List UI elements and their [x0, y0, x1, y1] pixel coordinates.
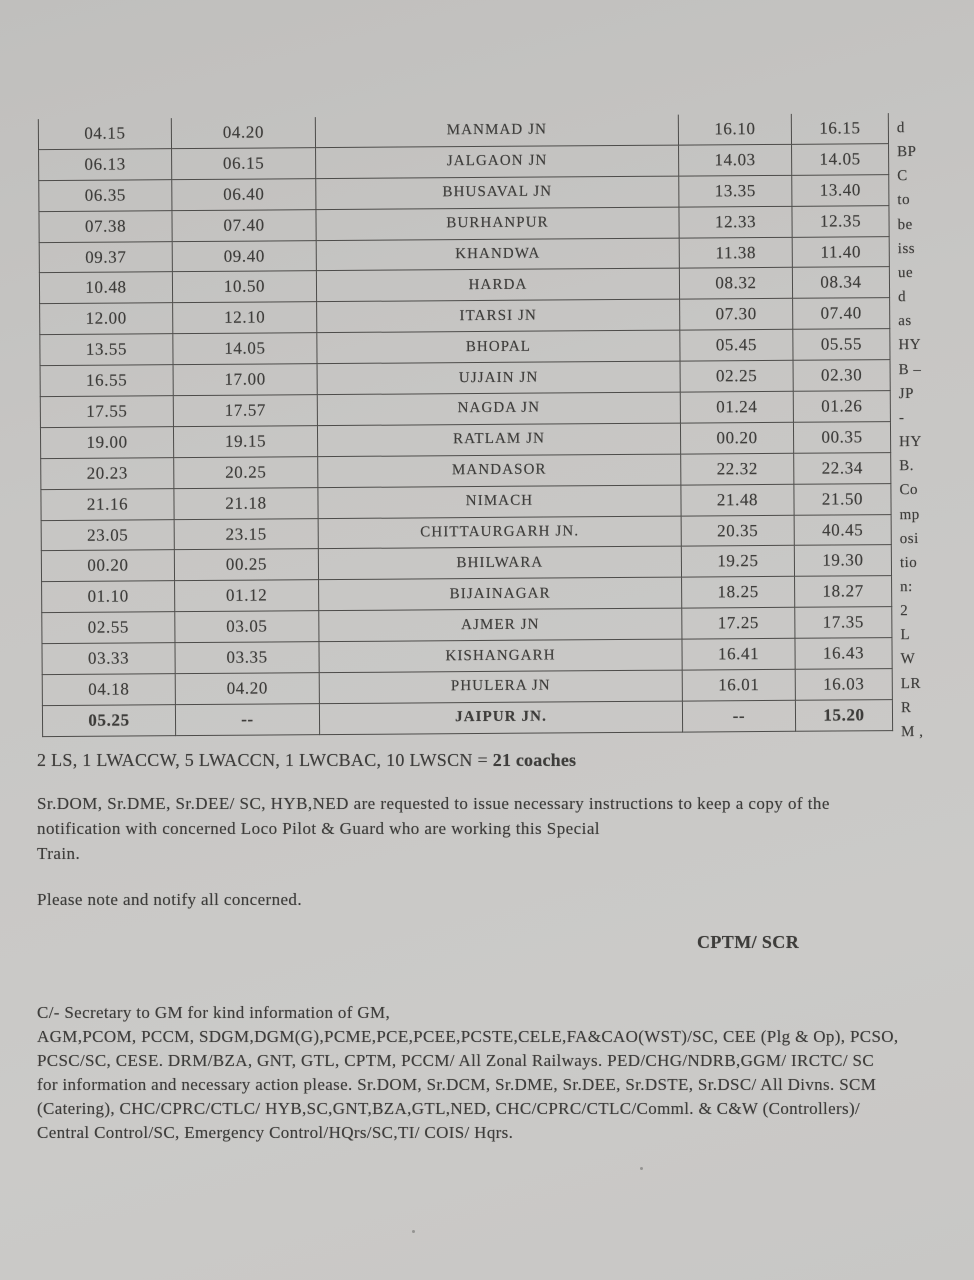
cell-time: 23.05: [41, 519, 174, 551]
cell-time: 17.35: [795, 607, 892, 639]
cell-time: 05.55: [793, 329, 890, 361]
cell-time: 17.25: [682, 608, 795, 640]
timetable-body: [38, 113, 892, 736]
margin-note-line: HY: [899, 433, 922, 451]
cell-time: 23.15: [174, 518, 318, 550]
cell-time: 20.25: [174, 456, 318, 488]
cell-time: 21.50: [794, 483, 891, 515]
margin-note-line: L: [900, 627, 911, 644]
margin-note-line: W: [900, 651, 916, 668]
cell-station-name: NIMACH: [318, 485, 681, 518]
cell-time: 06.13: [39, 149, 172, 181]
margin-note-line: M ,: [901, 723, 924, 740]
instruction-line: notification with concerned Loco Pilot & Guard who are working this Special: [37, 818, 600, 838]
cell-time: 16.01: [682, 669, 795, 701]
cell-station-name: BIJAINAGAR: [319, 577, 682, 610]
cell-time: 16.10: [678, 114, 791, 145]
cell-time: 02.25: [680, 360, 793, 392]
cell-time: 01.24: [680, 391, 793, 423]
margin-note-line: B.: [899, 458, 915, 475]
cell-time: 12.33: [679, 206, 792, 238]
cell-time: 19.15: [173, 426, 317, 458]
margin-note-line: to: [897, 192, 911, 209]
cell-station-name: ITARSI JN: [317, 299, 680, 332]
margin-note-line: be: [897, 216, 913, 233]
margin-note-line: n:: [900, 578, 913, 596]
cell-time: 05.45: [680, 330, 793, 362]
cell-time: 13.40: [792, 174, 889, 206]
cc-line: Central Control/SC, Emergency Control/HQrs/SC,TI/ COIS/ Hqrs.: [37, 1123, 514, 1142]
table-row: [42, 700, 892, 737]
cell-time: 05.25: [42, 705, 175, 737]
cell-time: 12.35: [792, 205, 889, 237]
margin-note-line: JP: [898, 385, 915, 402]
cell-station-name: MANMAD JN: [315, 115, 678, 148]
cell-station-name: PHULERA JN: [319, 670, 682, 703]
cell-time: 03.33: [42, 643, 175, 675]
cell-station-name: BURHANPUR: [316, 207, 679, 240]
margin-note-line: osi: [899, 530, 919, 547]
cell-time: 18.25: [682, 577, 795, 609]
right-margin-note: [897, 116, 973, 745]
signature-cptm-scr: CPTM/ SCR: [697, 932, 800, 952]
cell-time: 15.20: [795, 700, 892, 732]
margin-note-line: LR: [900, 675, 922, 692]
train-timetable: [38, 113, 893, 737]
margin-note-line: d: [898, 289, 907, 306]
margin-note-line: Co: [899, 482, 919, 499]
cell-time: 07.30: [680, 299, 793, 331]
cell-time: 20.35: [681, 515, 794, 547]
cell-time: 16.55: [40, 365, 173, 397]
cell-time: 01.26: [793, 391, 890, 423]
cell-time: 19.25: [681, 546, 794, 578]
cell-time: 04.20: [175, 673, 319, 705]
composition-line: [37, 750, 576, 771]
cell-time: 03.35: [175, 642, 319, 674]
cell-time: 00.35: [793, 422, 890, 454]
cc-distribution-block: [37, 1001, 898, 1145]
cell-time: 07.40: [172, 209, 316, 241]
margin-note-line: BP: [897, 144, 917, 161]
instruction-line: Train.: [37, 843, 81, 863]
cell-time: 17.00: [173, 364, 317, 396]
cell-time: 07.38: [39, 210, 172, 242]
cell-time: 14.03: [679, 144, 792, 176]
cell-station-name: JALGAON JN: [316, 145, 679, 178]
cell-time: --: [682, 700, 795, 732]
cell-time: 10.50: [172, 271, 316, 303]
cell-time: 16.15: [791, 113, 888, 144]
margin-note-line: ue: [897, 264, 914, 282]
cell-station-name: JAIPUR JN.: [319, 701, 682, 734]
cell-time: 11.40: [792, 236, 889, 268]
cell-time: 07.40: [793, 298, 890, 330]
cell-station-name: BHOPAL: [317, 330, 680, 363]
cell-time: 18.27: [795, 576, 892, 608]
note-line: Please note and notify all concerned.: [37, 890, 302, 909]
composition-bold-text: 21 coaches: [492, 750, 577, 770]
cell-time: 14.05: [792, 144, 889, 176]
cell-station-name: BHILWARA: [318, 547, 681, 580]
cell-time: 13.55: [40, 334, 173, 366]
cell-time: 13.35: [679, 175, 792, 207]
cell-time: 08.34: [792, 267, 889, 299]
cell-time: 16.41: [682, 638, 795, 670]
cell-time: 21.16: [41, 488, 174, 520]
instruction-paragraph: [37, 792, 830, 866]
cc-line: (Catering), CHC/CPRC/CTLC/ HYB,SC,GNT,BZA,GTL,NED, CHC/CPRC/CTLC/Comml. & C&W (Controllers)/: [37, 1099, 861, 1118]
cell-time: 00.20: [680, 422, 793, 454]
cell-station-name: MANDASOR: [318, 454, 681, 487]
cell-time: 08.32: [679, 268, 792, 300]
cell-time: 16.03: [795, 669, 892, 701]
cell-station-name: KHANDWA: [316, 238, 679, 271]
cell-time: 21.48: [681, 484, 794, 516]
cell-time: 02.55: [42, 612, 175, 644]
cell-time: 06.15: [172, 148, 316, 180]
cell-time: 01.12: [175, 580, 319, 612]
cell-time: --: [175, 704, 319, 736]
cell-time: 22.34: [794, 452, 891, 484]
margin-note-line: -: [898, 409, 905, 426]
cell-time: 19.30: [794, 545, 891, 577]
cell-time: 00.25: [174, 549, 318, 581]
cc-line: PCSC/SC, CESE. DRM/BZA, GNT, GTL, CPTM, PCCM/ All Zonal Railways. PED/CHG/NDRB,GGM/ IRCTC/ SC: [37, 1051, 875, 1070]
scan-speck: [640, 1167, 643, 1170]
composition-normal-text: 2 LS, 1 LWACCW, 5 LWACCN, 1 LWCBAC, 10 LWSCN =: [37, 750, 493, 770]
cell-time: 21.18: [174, 487, 318, 519]
cell-time: 02.30: [793, 360, 890, 392]
margin-note-line: as: [898, 313, 912, 330]
cell-time: 20.23: [41, 457, 174, 489]
cell-time: 14.05: [173, 333, 317, 365]
cell-station-name: BHUSAVAL JN: [316, 176, 679, 209]
margin-note-line: HY: [898, 337, 922, 354]
margin-note-line: B –: [898, 361, 922, 378]
scan-speck: [412, 1230, 415, 1233]
cell-time: 16.43: [795, 638, 892, 670]
cell-time: 22.32: [681, 453, 794, 485]
margin-note-line: tio: [899, 554, 918, 571]
cell-time: 10.48: [39, 272, 172, 304]
margin-note-line: d: [896, 120, 905, 137]
cell-time: 40.45: [794, 514, 891, 546]
cell-station-name: NAGDA JN: [317, 392, 680, 425]
margin-note-line: C: [897, 168, 908, 185]
cell-time: 04.18: [42, 674, 175, 706]
cell-time: 19.00: [40, 427, 173, 459]
cell-time: 12.10: [173, 302, 317, 334]
instruction-line: Sr.DOM, Sr.DME, Sr.DEE/ SC, HYB,NED are requested to issue necessary instructions to keep a copy of the: [37, 794, 830, 813]
cc-line: for information and necessary action please. Sr.DOM, Sr.DCM, Sr.DME, Sr.DEE, Sr.DSTE, Sr.DSC/ All Divns. SCM: [37, 1075, 877, 1094]
cell-station-name: KISHANGARH: [319, 639, 682, 672]
margin-note-line: iss: [897, 240, 916, 257]
cell-time: 04.20: [171, 117, 315, 148]
cell-time: 09.40: [172, 240, 316, 272]
cell-time: 06.35: [39, 179, 172, 211]
cell-time: 04.15: [38, 118, 171, 149]
cell-time: 03.05: [175, 611, 319, 643]
cc-line: C/- Secretary to GM for kind information of GM,: [37, 1003, 391, 1022]
cell-station-name: AJMER JN: [319, 608, 682, 641]
cell-time: 17.55: [40, 396, 173, 428]
cell-time: 11.38: [679, 237, 792, 269]
cell-time: 06.40: [172, 178, 316, 210]
cell-station-name: CHITTAURGARH JN.: [318, 516, 681, 549]
cell-time: 12.00: [40, 303, 173, 335]
cell-station-name: RATLAM JN: [317, 423, 680, 456]
cell-station-name: HARDA: [316, 269, 679, 302]
margin-note-line: R: [900, 699, 912, 716]
cc-line: AGM,PCOM, PCCM, SDGM,DGM(G),PCME,PCE,PCEE,PCSTE,CELE,FA&CAO(WST)/SC, CEE (Plg & Op), PCSO,: [37, 1027, 899, 1046]
margin-note-line: 2: [900, 603, 909, 620]
cell-station-name: UJJAIN JN: [317, 361, 680, 394]
cell-time: 00.20: [41, 550, 174, 582]
cell-time: 01.10: [42, 581, 175, 613]
cell-time: 17.57: [173, 395, 317, 427]
margin-note-line: mp: [899, 506, 920, 523]
cell-time: 09.37: [39, 241, 172, 273]
